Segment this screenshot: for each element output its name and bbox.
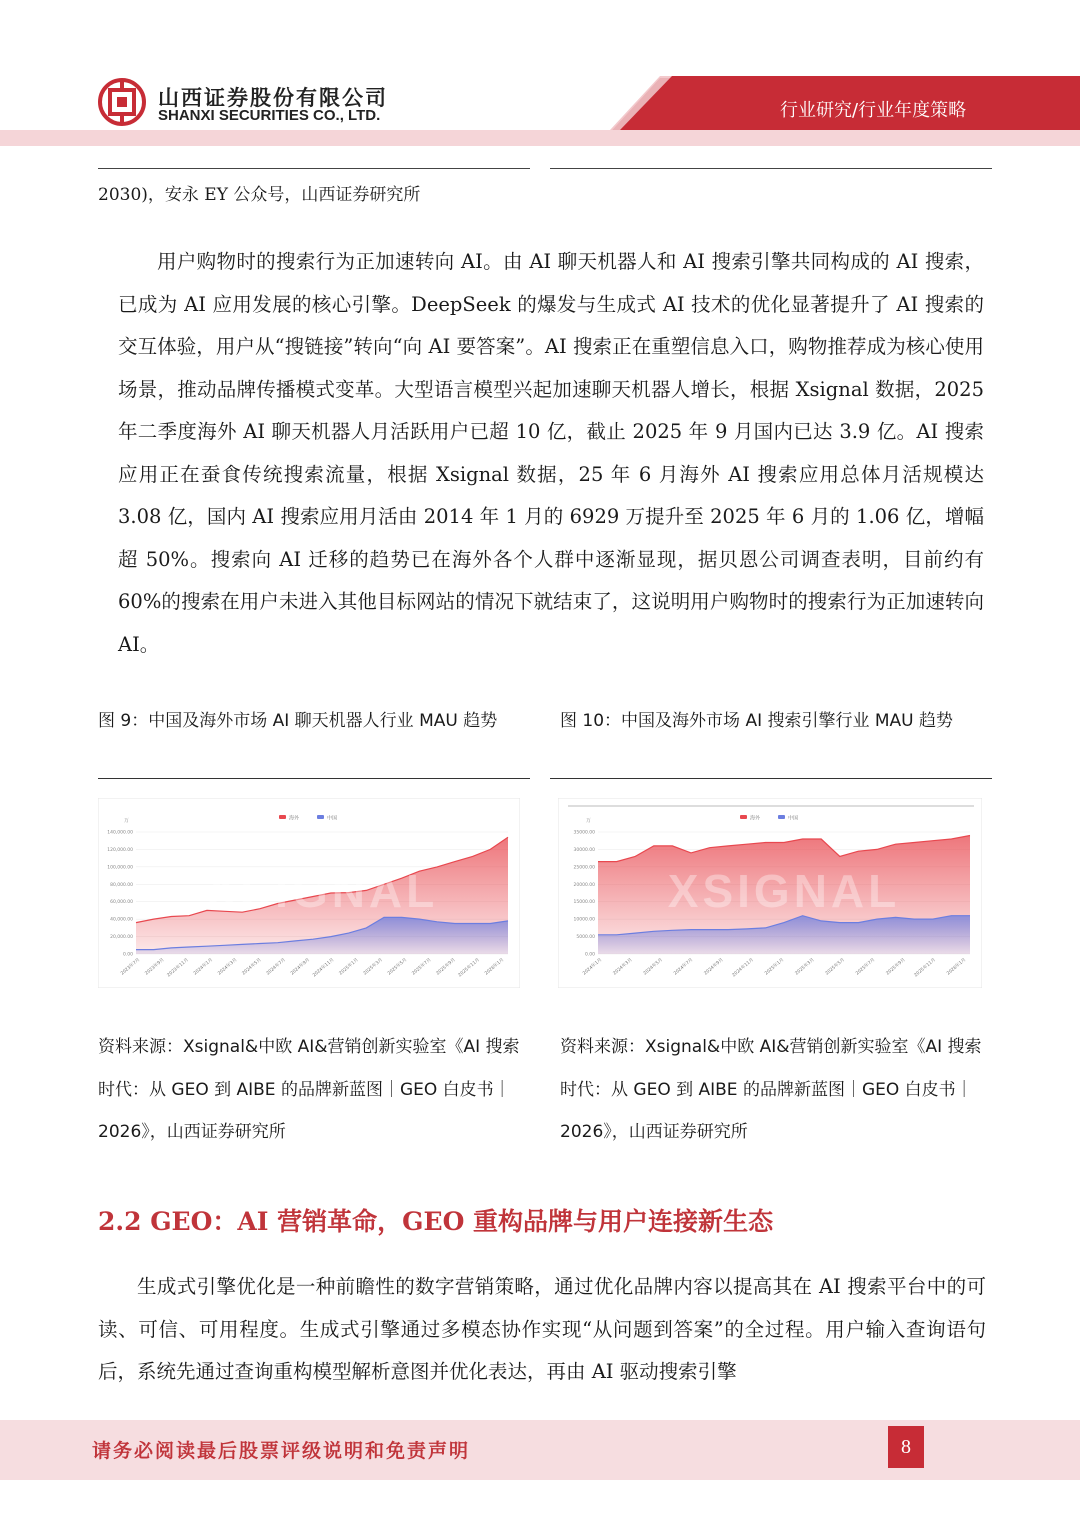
company-name-en: SHANXI SECURITIES CO., LTD. [158,107,381,124]
divider-right [550,168,992,169]
x-tick-label: 2024年1月 [193,957,215,977]
page-header [0,0,1080,150]
legend-swatch-0 [279,815,286,819]
x-tick-label: 2025年1月 [764,957,786,977]
x-tick-label: 2024年7月 [673,957,695,977]
legend-swatch-1 [317,815,324,819]
chart-unit-label: 万 [124,818,130,824]
y-tick-label: 80,000.00 [110,882,133,888]
y-tick-label: 35000.00 [573,830,595,836]
x-tick-label: 2025年9月 [885,957,907,977]
y-tick-label: 20000.00 [573,882,595,888]
x-tick-label: 2026年1月 [484,957,506,977]
x-tick-label: 2025年11月 [457,957,482,979]
x-tick-label: 2025年7月 [855,957,877,977]
watermark-xsignal: XSIGNAL [667,865,901,917]
x-tick-label: 2024年11月 [312,957,336,979]
figure-10-source: 资料来源：Xsignal&中欧 AI&营销创新实验室《AI 搜索时代：从 GEO 到 AIBE 的品牌新蓝图｜GEO 白皮书｜2026》，山西证券研究所 [560,1037,982,1142]
y-tick-label: 100,000.00 [107,865,133,871]
report-type: 行业研究/行业年度策略 [780,100,967,121]
x-tick-label: 2024年3月 [612,957,634,977]
y-tick-label: 20,000.00 [110,935,133,941]
x-tick-label: 2025年11月 [913,957,937,979]
company-logo-icon [98,78,146,126]
y-tick-label: 30000.00 [573,847,595,853]
figure-10-title: 图 10：中国及海外市场 AI 搜索引擎行业 MAU 趋势 [560,711,954,731]
figure-9-chart [98,798,520,988]
x-tick-label: 2025年5月 [824,957,846,977]
figure-10-chart [558,798,982,988]
x-tick-label: 2024年5月 [241,957,263,977]
x-tick-label: 2023年7月 [120,957,142,977]
y-tick-label: 0.00 [584,952,595,958]
y-tick-label: 120,000.00 [107,847,133,853]
x-tick-label: 2024年5月 [642,957,664,977]
y-tick-label: 25000.00 [573,865,595,871]
legend-label-1: 中国 [788,815,799,822]
x-tick-label: 2025年5月 [387,957,409,977]
y-tick-label: 60,000.00 [110,900,133,906]
x-tick-label: 2024年1月 [582,957,604,977]
section-heading: 2.2 GEO：AI 营销革命，GEO 重构品牌与用户连接新生态 [98,1207,774,1236]
y-tick-label: 140,000.00 [107,830,133,836]
y-tick-label: 40,000.00 [110,917,133,923]
x-tick-label: 2023年9月 [144,957,166,977]
x-tick-label: 2024年7月 [265,957,287,977]
figure-10-rule [550,778,992,779]
y-tick-label: 0.00 [122,952,133,958]
x-tick-label: 2025年3月 [362,957,384,977]
x-tick-label: 2024年9月 [290,957,312,977]
x-tick-label: 2024年3月 [217,957,239,977]
legend-label-0: 海外 [750,815,761,822]
figure-9-rule [98,778,530,779]
page-number: 8 [888,1426,924,1468]
y-tick-label: 15000.00 [573,900,595,906]
divider-left [98,168,530,169]
watermark-xsignal: XSIGNAL [205,865,439,917]
x-tick-label: 2023年11月 [166,957,190,979]
y-tick-label: 10000.00 [573,917,595,923]
x-tick-label: 2025年3月 [794,957,816,977]
x-tick-label: 2025年7月 [411,957,433,977]
legend-label-1: 中国 [327,815,338,822]
legend-label-0: 海外 [289,815,300,822]
company-name-cn: 山西证券股份有限公司 [158,86,388,110]
chart-unit-label: 万 [586,818,592,824]
x-tick-label: 2025年1月 [338,957,360,977]
legend-swatch-1 [778,815,785,819]
x-tick-label: 2024年11月 [731,957,755,979]
header-banner [0,0,1080,150]
x-tick-label: 2026年1月 [946,957,968,977]
disclaimer-notice: 请务必阅读最后股票评级说明和免责声明 [92,1440,471,1462]
previous-figure-source: 2030)，安永 EY 公众号，山西证券研究所 [98,185,421,205]
body-paragraph-1: 用户购物时的搜索行为正加速转向 AI。由 AI 聊天机器人和 AI 搜索引擎共同构成的 AI 搜索，已成为 AI 应用发展的核心引擎。DeepSeek 的爆发与生成式 AI 技术的优化显著提升了 AI 搜索的交互体验，用户从“搜链接”转向“向 AI 要答案”。AI 搜索正在重塑信息入口，购物推荐成为核心使用场景，推动品牌传播模式变革。大型语言模型兴起加速聊天机器人增长，根据 Xsignal 数据，2025 年二季度海外 AI 聊天机器人月活跃用户已超 10 亿，截止 2025 年 9 月国内已达 3.9 亿。AI 搜索应用正在蚕食传统搜索流量，根据 Xsignal 数据，25 年 6 月海外 AI 搜索应用总体月活规模达 3.08 亿，国内 AI 搜索应用月活由 2014 年 1 月的 6929 万提升至 2025 年 6 月的 1.06 亿，增幅超 50%。搜索向 AI 迁移的趋势已在海外各个人群中逐渐显现，据贝恩公司调查表明，目前约有 60%的搜索在用户未进入其他目标网站的情况下就结束了，这说明用户购物时的搜索行为正加速转向 AI。 [118,250,984,656]
figure-9-source: 资料来源：Xsignal&中欧 AI&营销创新实验室《AI 搜索时代：从 GEO 到 AIBE 的品牌新蓝图｜GEO 白皮书｜2026》，山西证券研究所 [98,1037,520,1142]
figure-9-title: 图 9：中国及海外市场 AI 聊天机器人行业 MAU 趋势 [98,711,498,731]
body-paragraph-2: 生成式引擎优化是一种前瞻性的数字营销策略，通过优化品牌内容以提高其在 AI 搜索平台中的可读、可信、可用程度。生成式引擎通过多模态协作实现“从问题到答案”的全过程。用户输入查询语句后，系统先通过查询重构模型解析意图并优化表达，再由 AI 驱动搜索引擎 [98,1275,986,1383]
x-tick-label: 2024年9月 [703,957,725,977]
y-tick-label: 5000.00 [576,935,595,941]
legend-swatch-0 [740,815,747,819]
x-tick-label: 2025年9月 [435,957,457,977]
